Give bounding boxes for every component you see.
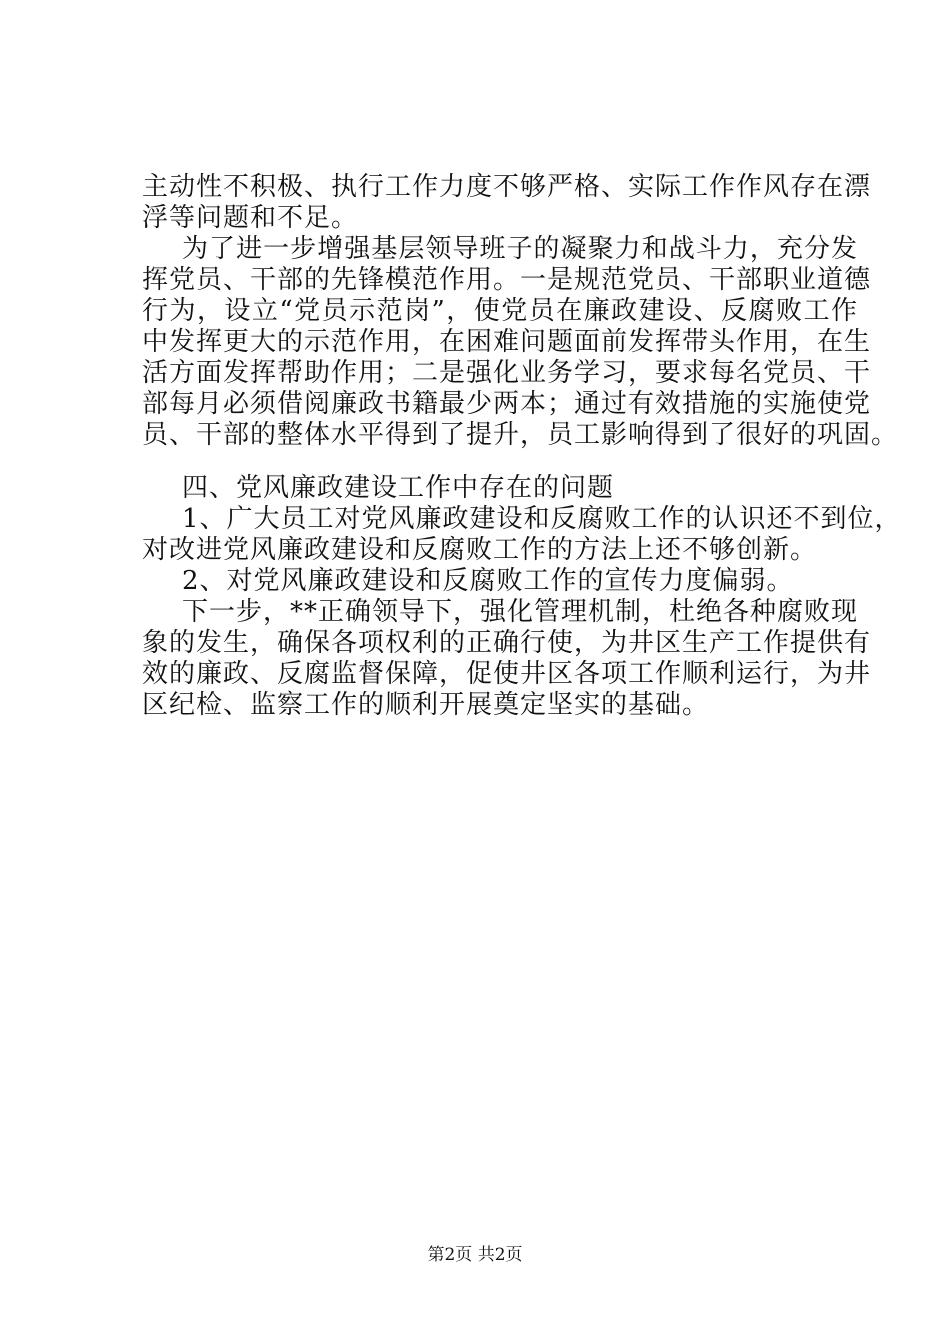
- text-line: 象的发生，确保各项权利的正确行使，为井区生产工作提供有: [142, 628, 872, 658]
- text-line: 活方面发挥帮助作用；二是强化业务学习，要求每名党员、干: [142, 358, 872, 388]
- page-number: 第2页 共2页: [427, 1245, 523, 1265]
- text-line: 员、干部的整体水平得到了提升，员工影响得到了很好的巩固。: [142, 420, 899, 450]
- list-item-first-line: 1、广大员工对党风廉政建设和反腐败工作的认识还不到位，: [182, 504, 902, 534]
- paragraph-first-line: 为了进一步增强基层领导班子的凝聚力和战斗力，充分发: [182, 234, 858, 264]
- section-heading: 四、党风廉政建设工作中存在的问题: [182, 473, 615, 503]
- text-line: 区纪检、监察工作的顺利开展奠定坚实的基础。: [142, 690, 710, 720]
- paragraph-gap: [142, 451, 858, 473]
- document-body: [142, 172, 902, 721]
- text-line: 行为，设立“党员示范岗”，使党员在廉政建设、反腐败工作: [142, 296, 858, 326]
- text-line: 对改进党风廉政建设和反腐败工作的方法上还不够创新。: [142, 535, 818, 565]
- list-item: 2、对党风廉政建设和反腐败工作的宣传力度偏弱。: [182, 566, 794, 596]
- text-line: 中发挥更大的示范作用，在困难问题面前发挥带头作用，在生: [142, 327, 872, 357]
- text-line: 效的廉政、反腐监督保障，促使井区各项工作顺利运行，为井: [142, 659, 872, 689]
- paragraph-first-line: 下一步，**正确领导下，强化管理机制，杜绝各种腐败现: [182, 597, 859, 627]
- text-line: 部每月必须借阅廉政书籍最少两本；通过有效措施的实施使党: [142, 389, 872, 419]
- text-line: 挥党员、干部的先锋模范作用。一是规范党员、干部职业道德: [142, 265, 872, 295]
- text-line: 主动性不积极、执行工作力度不够严格、实际工作作风存在漂: [142, 172, 872, 202]
- text-line: 浮等问题和不足。: [142, 203, 359, 233]
